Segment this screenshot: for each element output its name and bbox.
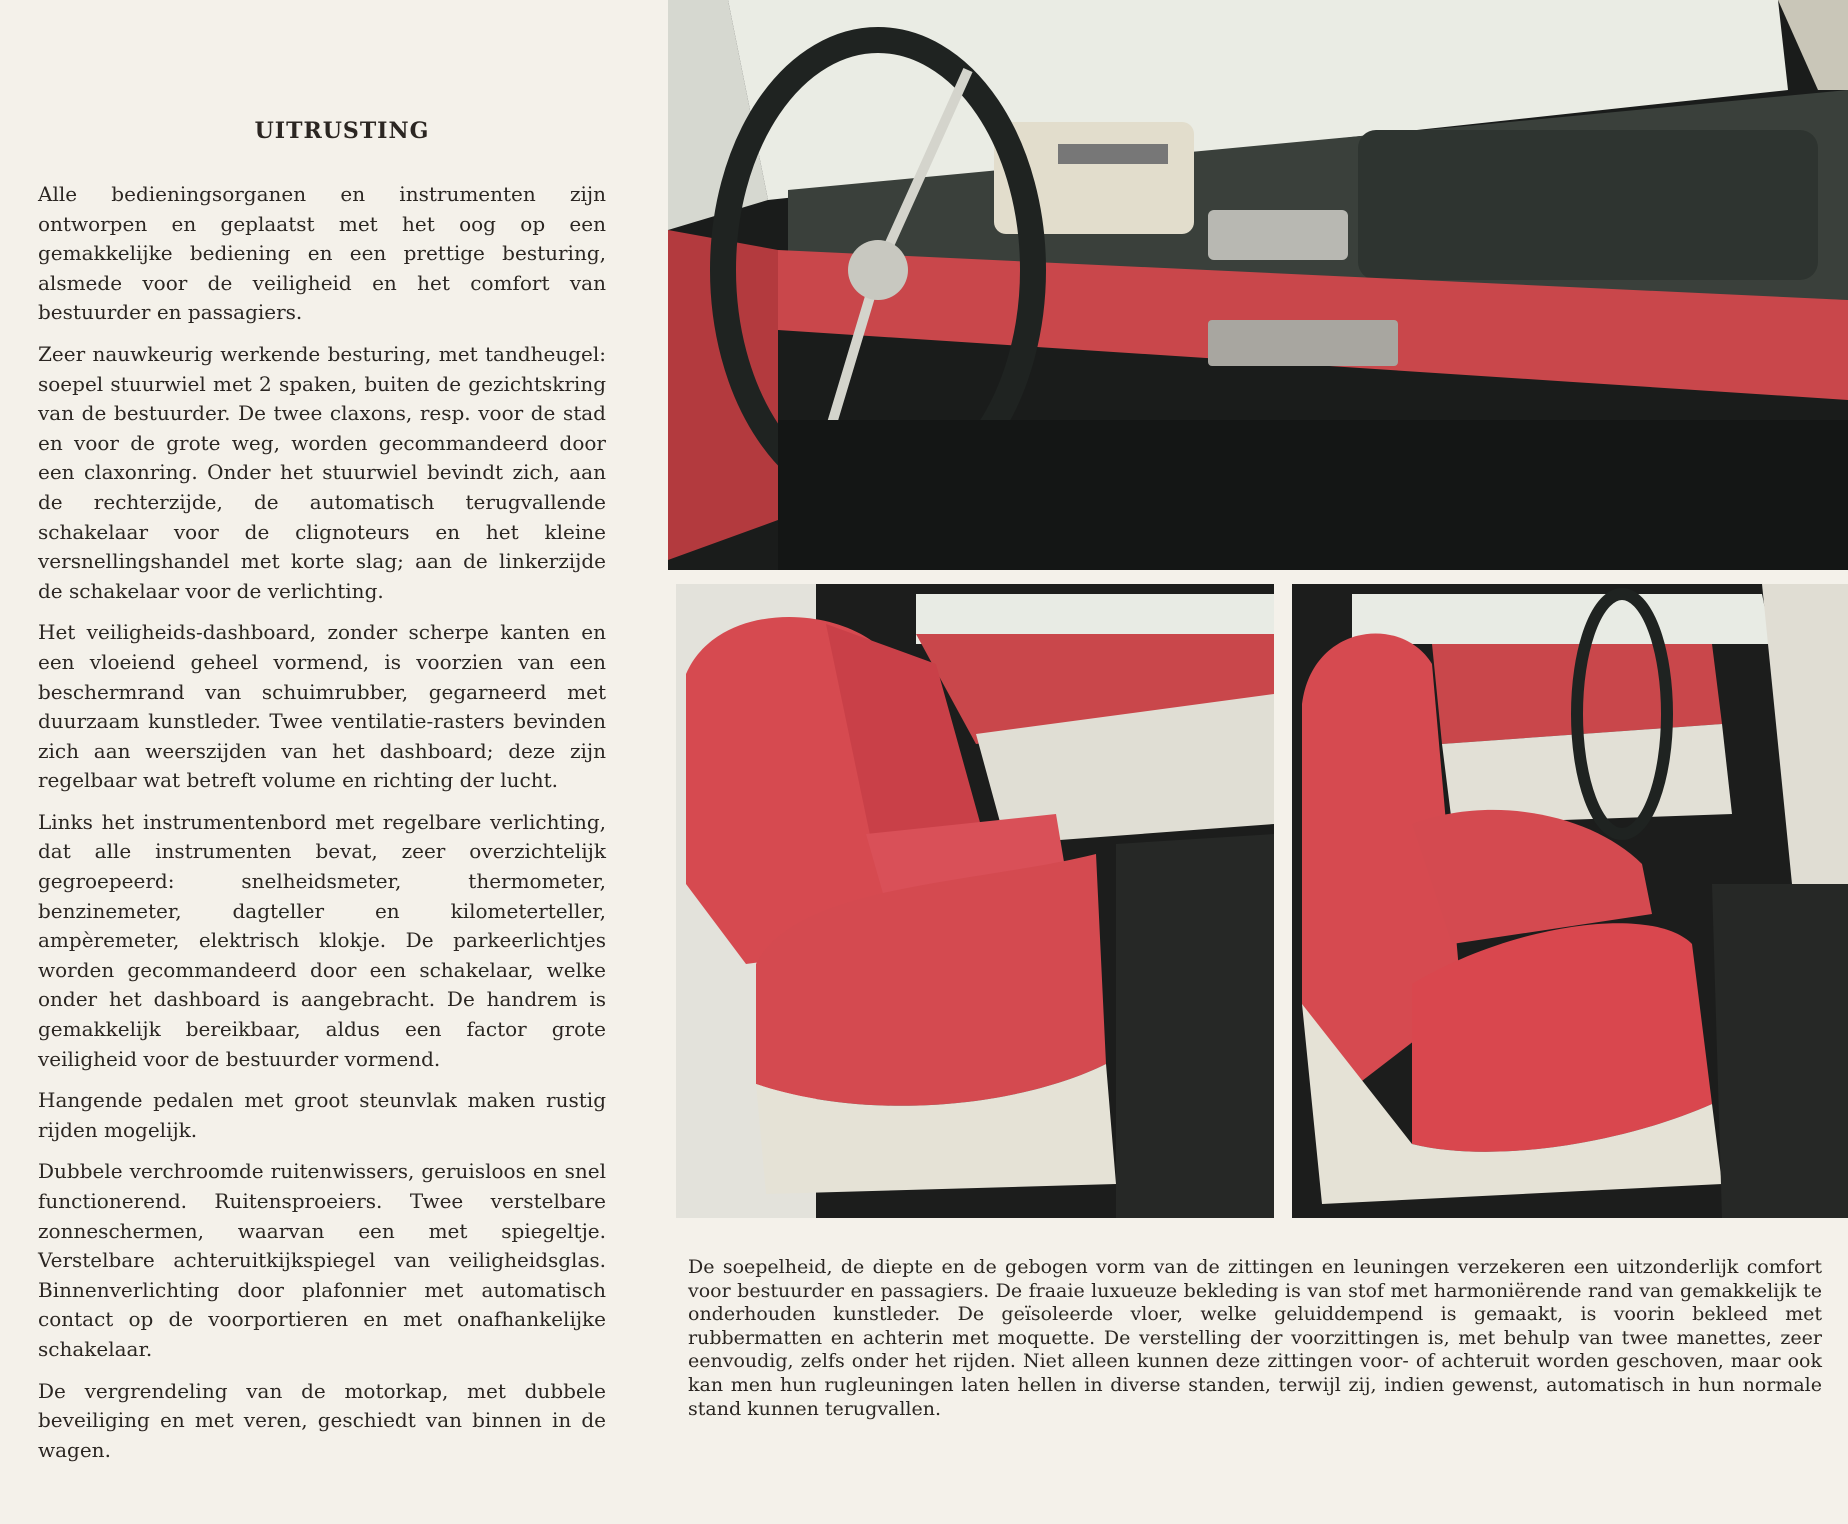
paragraph-dashboard: Het veiligheids-dashboard, zonder scherpe kanten en een vloeiend geheel vormend, is voorzien van een beschermrand van schuimrubber, gegarneerd met duurzaam kunstleder. Twee ventilatie-rasters bevinden zich aan weerszijden van het dashboard; deze zijn regelbaar wat betreft volume en richting der lucht. <box>38 620 606 793</box>
paragraph-intro: Alle bedieningsorganen en instrumenten zijn ontworpen en geplaatst met het oog op een gemakkelijke bediening en een prettige besturing, alsmede voor de veiligheid en het comfort van bestuurder en passagiers. <box>38 182 606 325</box>
paragraph-steering: Zeer nauwkeurig werkende besturing, met tandheugel: soepel stuurwiel met 2 spaken, buiten de gezichtskring van de bestuurder. De twee claxons, resp. voor de stad en voor de grote weg, worden gecommandeerd door een claxonring. Onder het stuurwiel bevindt zich, aan de rechterzijde, de automatisch terugvallende schakelaar voor de clignoteurs en het kleine versnellingshandel met korte slag; aan de linkerzijde de schakelaar voor de verlichting. <box>38 341 606 603</box>
paragraph-wipers: Dubbele verchroomde ruitenwissers, geruisloos en snel functionerend. Ruitensproeiers. Twee verstelbare zonneschermen, waarvan een met spiegeltje. Verstelbare achteruitkijkspiegel van veiligheidsglas. Binnenverlichting door plafonnier met automatisch contact op de voorportieren en met onafhankelijke schakelaar. <box>38 1159 606 1361</box>
seats-caption: De soepelheid, de diepte en de gebogen vorm van de zittingen en leuningen verzekeren een uitzonderlijk comfort voor bestuurder en passagiers. De fraaie luxueuze bekleding is van stof met harmoniërende rand van gemakkelijk te onderhouden kunstleder. De geïsoleerde vloer, welke geluiddempend is gemaakt, is voorin bekleed met rubbermatten en achterin met moquette. De verstelling der voorzittingen is, met behulp van twee manettes, zeer eenvoudig, zelfs onder het rijden. Niet alleen kunnen deze zittingen voor- of achteruit worden geschoven, maar ook kan men hun rugleuningen laten hellen in diverse standen, terwijl zij, indien gewenst, automatisch in hun normale stand kunnen terugvallen. <box>688 1256 1822 1420</box>
paragraph-bonnet-lock: De vergrendeling van de motorkap, met dubbele beveiliging en met veren, geschiedt van binnen in de wagen. <box>38 1378 606 1462</box>
rear-seat-photo <box>676 584 1274 1218</box>
paragraph-instruments: Links het instrumentenbord met regelbare verlichting, dat alle instrumenten bevat, zeer overzichtelijk gegroepeerd: snelheidsmeter, thermometer, benzinemeter, dagteller en kilometerteller, ampèremeter, elektrisch klokje. De parkeerlichtjes worden gecommandeerd door een schakelaar, welke onder het dashboard is aangebracht. De handrem is gemakkelijk bereikbaar, aldus een factor grote veiligheid voor de bestuurder vormend. <box>38 809 606 1071</box>
paragraph-pedals: Hangende pedalen met groot steunvlak maken rustig rijden mogelijk. <box>38 1088 606 1142</box>
section-title: UITRUSTING <box>254 118 430 144</box>
text-column <box>38 118 606 1477</box>
dashboard-photo <box>668 0 1848 570</box>
front-seat-photo <box>1292 584 1848 1218</box>
